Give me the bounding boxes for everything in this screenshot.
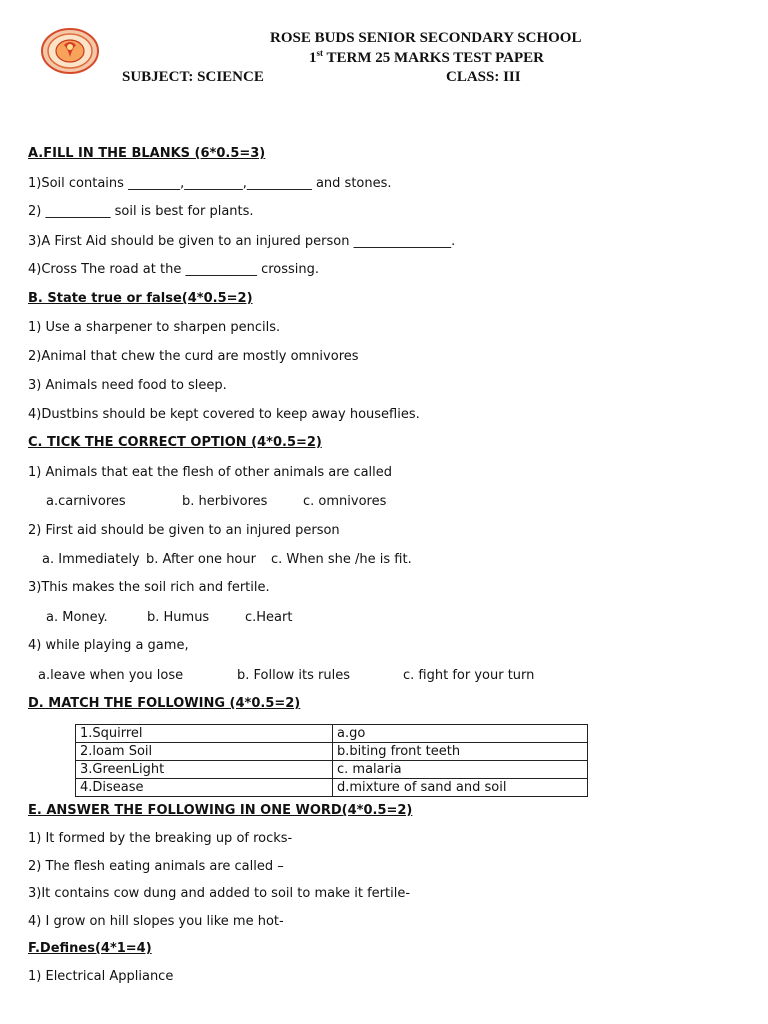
section-f-title: F.Defines(4*1=4) (28, 941, 152, 956)
option-b: b. Follow its rules (237, 668, 351, 683)
subject-label: SUBJECT: SCIENCE (122, 69, 264, 85)
section-b-item: 2)Animal that chew the curd are mostly omnivores (28, 349, 359, 364)
match-left-cell: 1.Squirrel (76, 725, 333, 743)
table-row (76, 779, 588, 797)
option-b: b. Humus (147, 610, 210, 625)
table-row (76, 743, 588, 761)
section-e-title: E. ANSWER THE FOLLOWING IN ONE WORD(4*0.5=2) (28, 803, 413, 818)
option-a: a. Immediately (42, 552, 140, 567)
school-logo (40, 27, 100, 75)
class-label: CLASS: III (446, 69, 521, 85)
match-left-cell: 2.loam Soil (76, 743, 333, 761)
match-right-cell: c. malaria (333, 761, 588, 779)
section-e-item: 3)It contains cow dung and added to soil to make it fertile- (28, 886, 411, 901)
term-title: TERM 25 MARKS TEST PAPER (323, 50, 545, 66)
match-right-cell: d.mixture of sand and soil (333, 779, 588, 797)
option-a: a.carnivores (46, 494, 126, 509)
option-c: c.Heart (245, 610, 293, 625)
match-left-cell: 4.Disease (76, 779, 333, 797)
test-title (309, 48, 544, 67)
section-e-item: 1) It formed by the breaking up of rocks- (28, 831, 293, 846)
option-b: b. After one hour (146, 552, 256, 567)
section-a-item: 2) __________ soil is best for plants. (28, 204, 254, 219)
section-d-title: D. MATCH THE FOLLOWING (4*0.5=2) (28, 696, 301, 711)
section-c-title: C. TICK THE CORRECT OPTION (4*0.5=2) (28, 435, 322, 450)
section-a-item: 3)A First Aid should be given to an injured person _______________. (28, 234, 456, 249)
term-number: 1 (309, 50, 317, 66)
section-c-question: 2) First aid should be given to an injured person (28, 523, 340, 538)
section-c-question: 3)This makes the soil rich and fertile. (28, 580, 270, 595)
section-c-question: 4) while playing a game, (28, 638, 189, 653)
match-right-cell: a.go (333, 725, 588, 743)
section-c-question: 1) Animals that eat the flesh of other animals are called (28, 465, 393, 480)
match-right-cell: b.biting front teeth (333, 743, 588, 761)
section-e-item: 2) The flesh eating animals are called – (28, 859, 284, 874)
section-a-item: 1)Soil contains ________,_________,__________ and stones. (28, 176, 392, 191)
section-e-item: 4) I grow on hill slopes you like me hot- (28, 914, 284, 929)
option-a: a. Money. (46, 610, 108, 625)
section-a-item: 4)Cross The road at the ___________ crossing. (28, 262, 320, 277)
option-c: c. When she /he is fit. (271, 552, 412, 567)
table-row (76, 725, 588, 743)
section-b-title: B. State true or false(4*0.5=2) (28, 291, 253, 306)
table-row (76, 761, 588, 779)
section-b-item: 1) Use a sharpener to sharpen pencils. (28, 320, 281, 335)
option-b: b. herbivores (182, 494, 268, 509)
match-left-cell: 3.GreenLight (76, 761, 333, 779)
section-b-item: 3) Animals need food to sleep. (28, 378, 227, 393)
school-name: ROSE BUDS SENIOR SECONDARY SCHOOL (270, 30, 582, 46)
section-f-item: 1) Electrical Appliance (28, 969, 174, 984)
section-b-item: 4)Dustbins should be kept covered to keep away houseflies. (28, 407, 420, 422)
match-table (75, 724, 588, 797)
option-c: c. omnivores (303, 494, 387, 509)
option-c: c. fight for your turn (403, 668, 535, 683)
section-a-title: A.FILL IN THE BLANKS (6*0.5=3) (28, 146, 266, 161)
term-ordinal: st (316, 48, 323, 58)
option-a: a.leave when you lose (38, 668, 184, 683)
